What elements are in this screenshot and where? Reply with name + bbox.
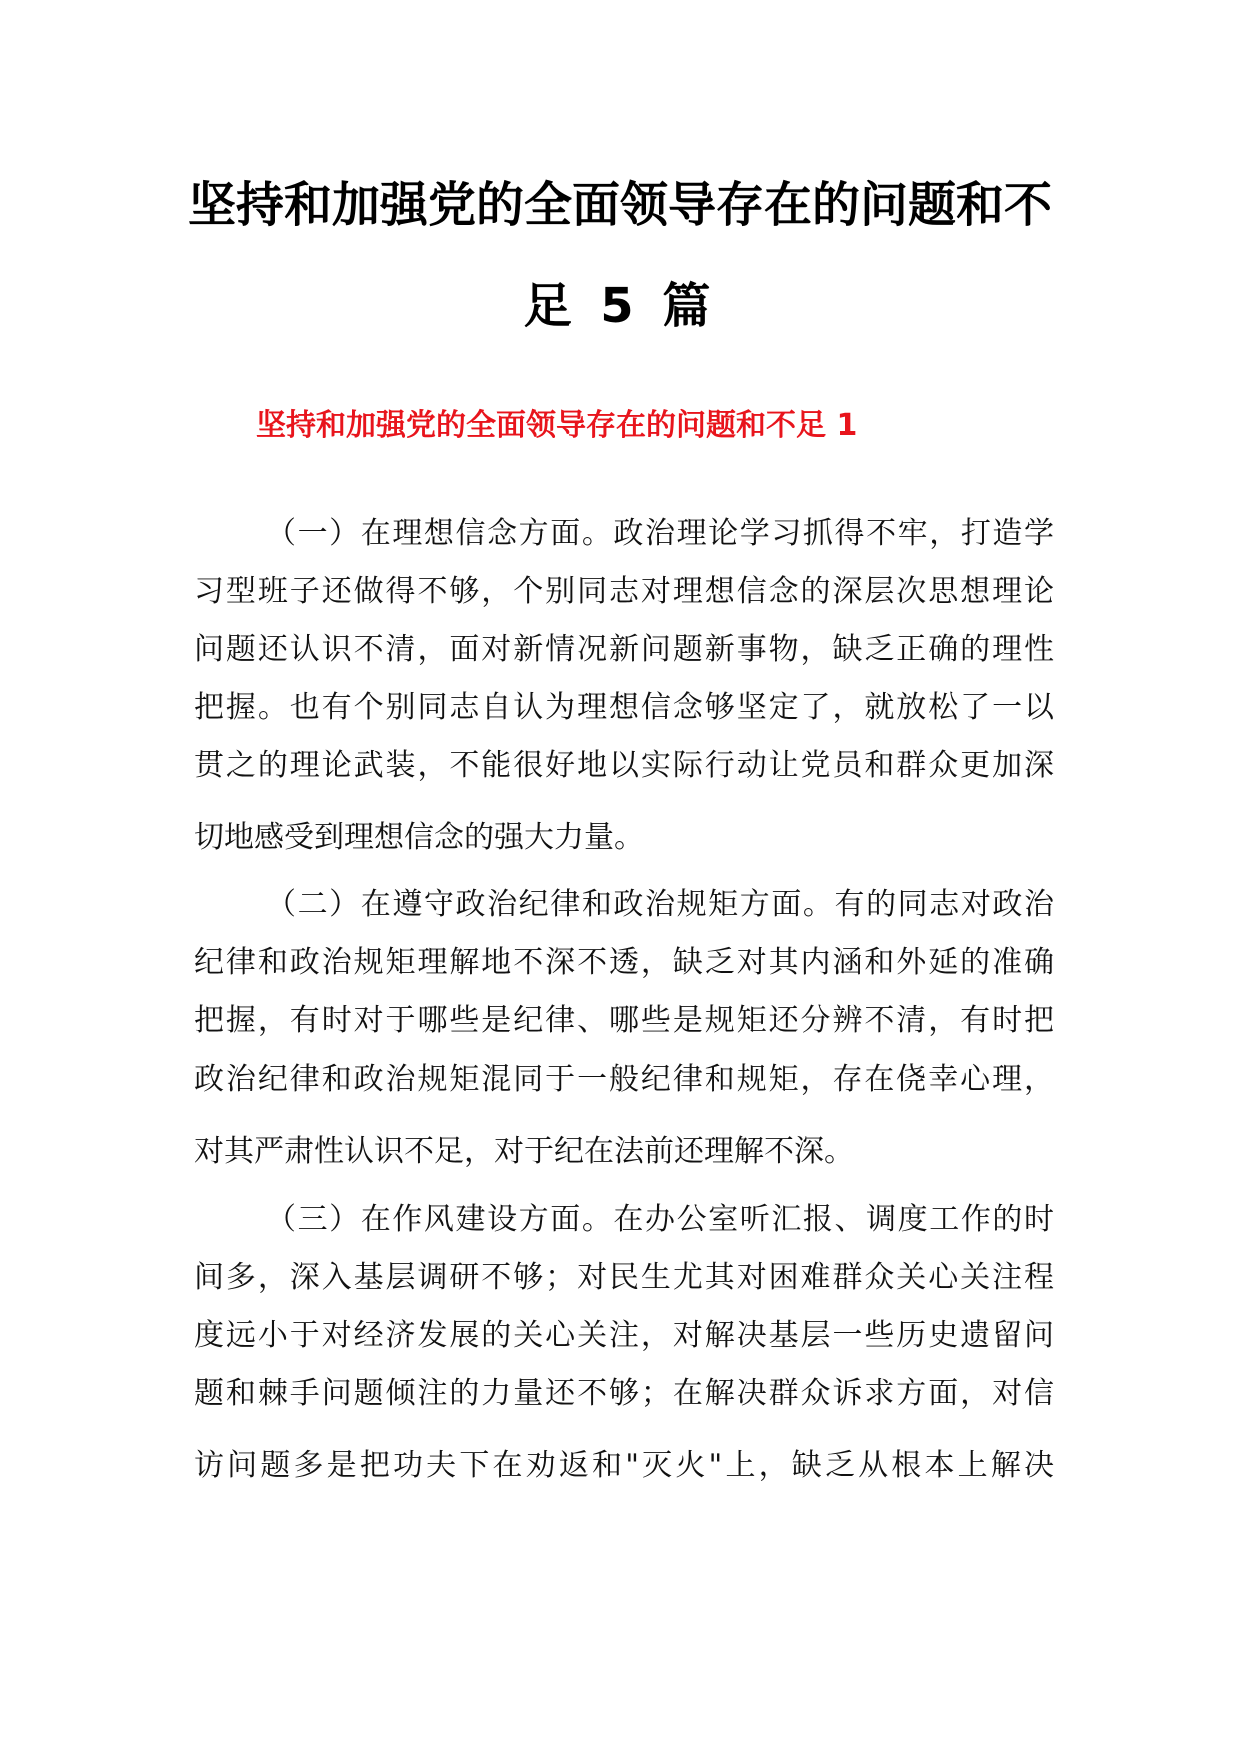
document-title-line-1: 坚持和加强党的全面领导存在的问题和不: [187, 177, 1052, 233]
paragraph-2-line-3: 把握，有时对于哪些是纪律、哪些是规矩还分辨不清，有时把: [194, 1003, 1054, 1038]
paragraph-3-line-2: 间多，深入基层调研不够；对民生尤其对困难群众关心关注程: [194, 1260, 1054, 1295]
document-title-line-2: 足 5 篇: [523, 278, 717, 334]
paragraph-2-line-5: 对其严肃性认识不足，对于纪在法前还理解不深。: [194, 1134, 854, 1169]
paragraph-3-line-1: （三）在作风建设方面。在办公室听汇报、调度工作的时: [266, 1202, 1054, 1237]
paragraph-1-line-2: 习型班子还做得不够，个别同志对理想信念的深层次思想理论: [194, 574, 1054, 609]
paragraph-1-line-5: 贯之的理论武装，不能很好地以实际行动让党员和群众更加深: [194, 748, 1054, 783]
paragraph-1-line-3: 问题还认识不清，面对新情况新问题新事物，缺乏正确的理性: [194, 632, 1054, 667]
paragraph-2-line-2: 纪律和政治规矩理解地不深不透，缺乏对其内涵和外延的准确: [194, 945, 1054, 980]
section-heading: 坚持和加强党的全面领导存在的问题和不足 1: [256, 408, 858, 443]
paragraph-1-line-4: 把握。也有个别同志自认为理想信念够坚定了，就放松了一以: [194, 690, 1054, 725]
paragraph-3-line-4: 题和棘手问题倾注的力量还不够；在解决群众诉求方面，对信: [194, 1376, 1054, 1411]
paragraph-3-line-3: 度远小于对经济发展的关心关注，对解决基层一些历史遗留问: [194, 1318, 1054, 1353]
paragraph-2-line-1: （二）在遵守政治纪律和政治规矩方面。有的同志对政治: [266, 887, 1054, 922]
paragraph-1-line-1: （一）在理想信念方面。政治理论学习抓得不牢，打造学: [266, 516, 1054, 551]
paragraph-2-line-4: 政治纪律和政治规矩混同于一般纪律和规矩，存在侥幸心理，: [194, 1062, 1054, 1097]
paragraph-3-line-5: 访问题多是把功夫下在劝返和"灭火"上，缺乏从根本上解决: [194, 1448, 1054, 1483]
paragraph-1-line-6: 切地感受到理想信念的强大力量。: [194, 820, 644, 855]
